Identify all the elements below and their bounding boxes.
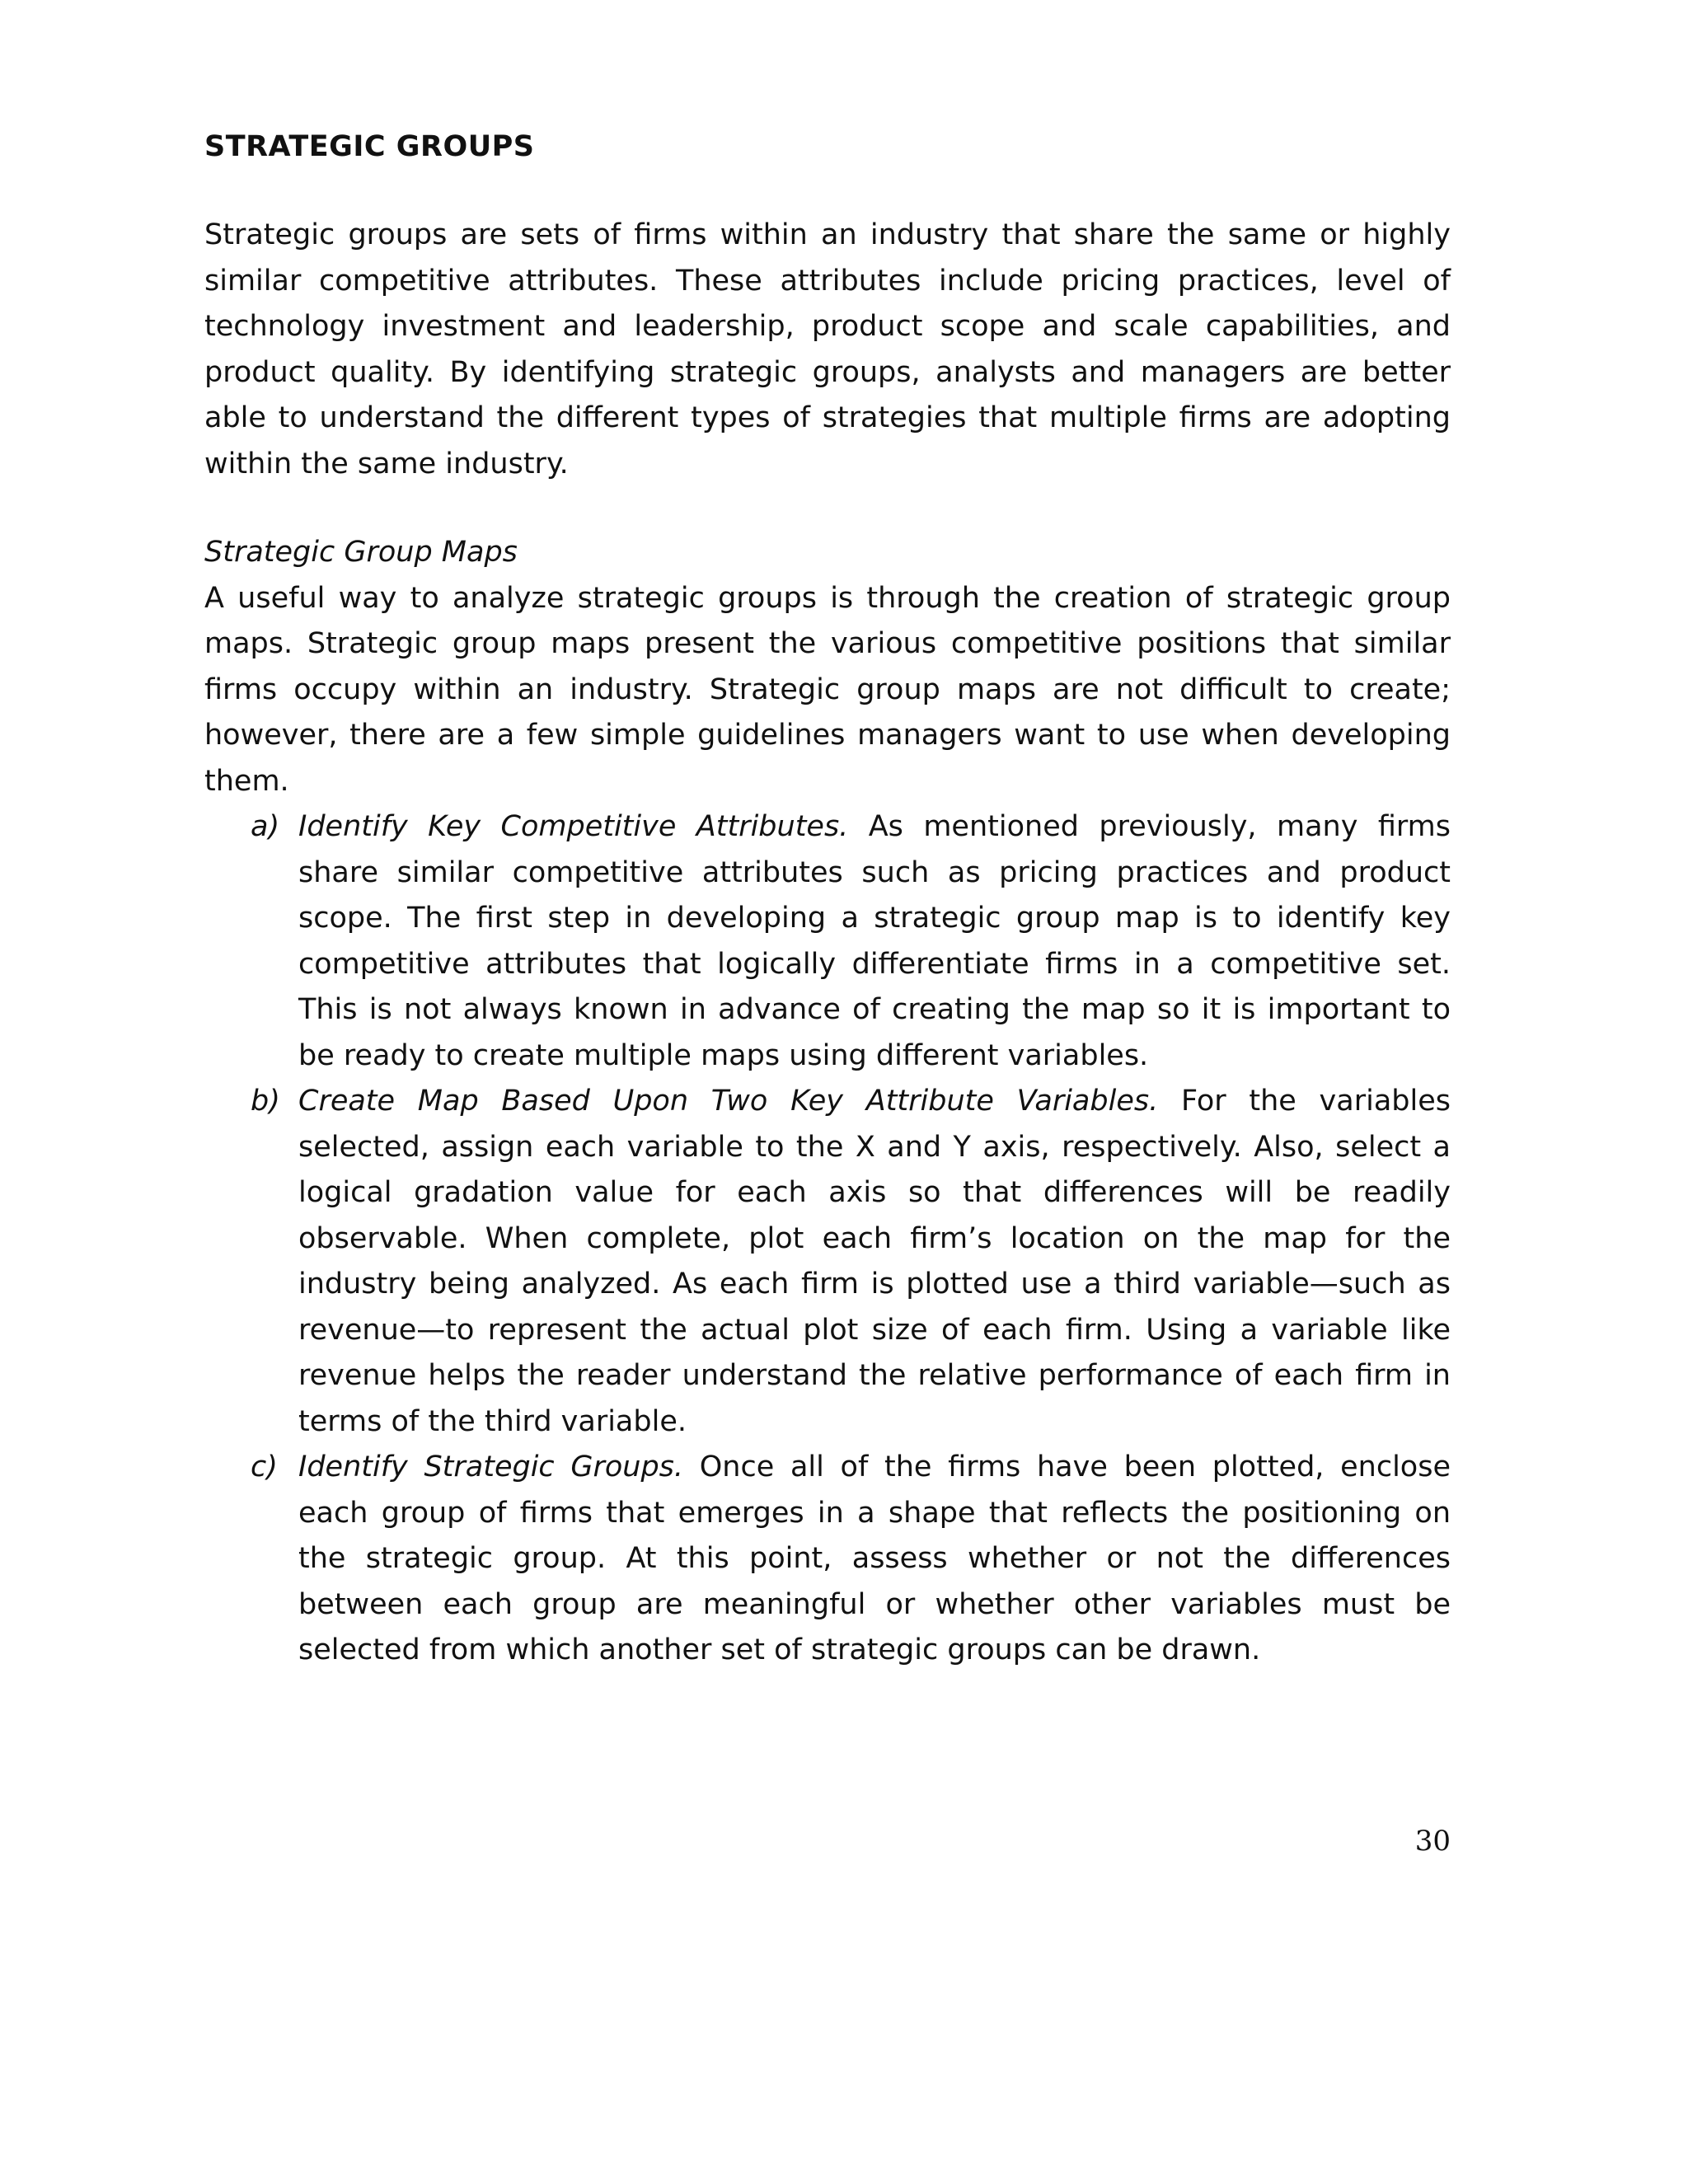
page-number: 30	[1414, 1825, 1451, 1858]
guideline-item-a	[204, 804, 1451, 1079]
page-heading: STRATEGIC GROUPS	[204, 130, 535, 163]
subheading: Strategic Group Maps	[204, 536, 518, 569]
maps-paragraph: A useful way to analyze strategic groups is through the creation of strategic group maps. Strategic group maps present the various competitive positions that similar firms occupy within an industry. Strategic group maps are not difficult to create; however, there are a few simple guidelines managers want to use when developing them.	[204, 581, 1451, 798]
guideline-item-b	[204, 1079, 1451, 1445]
list-marker: b)	[251, 1085, 280, 1118]
guideline-text: As mentioned previously, many firms share similar competitive attributes such as pricing practices and product scope. The first step in developing a strategic group map is to identify key competitive attributes that logically differentiate firms in a competitive set. This is not always known in advance of creating the map so it is important to be ready to create multiple maps using different variables.	[298, 810, 1451, 1072]
guideline-text: For the variables selected, assign each variable to the X and Y axis, respectively. Also, select a logical gradation value for each axis so that differences will be readily observable. When complete, plot each firm’s location on the map for the industry being analyzed. As each firm is plotted use a third variable—such as revenue—to represent the actual plot size of each firm. Using a variable like revenue helps the reader understand the relative performance of each firm in terms of the third variable.	[298, 1085, 1451, 1438]
guideline-text: Once all of the firms have been plotted, enclose each group of firms that emerges in a shape that reflects the positioning on the strategic group. At this point, assess whether or not the differences between each group are meaningful or whether other variables must be selected from which another set of strategic groups can be drawn.	[298, 1451, 1451, 1666]
guideline-title: Identify Strategic Groups.	[298, 1451, 700, 1483]
guideline-title: Identify Key Competitive Attributes.	[298, 810, 869, 843]
guidelines-list	[204, 804, 1451, 1674]
list-marker: a)	[251, 810, 280, 843]
guideline-item-c	[204, 1445, 1451, 1674]
intro-paragraph: Strategic groups are sets of firms within an industry that share the same or highly similar competitive attributes. These attributes include pricing practices, level of technology investment and leadership, product scope and scale capabilities, and product quality. By identifying strategic groups, analysts and managers are better able to understand the different types of strategies that multiple firms are adopting within the same industry.	[204, 218, 1451, 480]
guideline-title: Create Map Based Upon Two Key Attribute Variables.	[298, 1085, 1181, 1118]
document-page	[204, 124, 1451, 1674]
list-marker: c)	[251, 1451, 278, 1483]
